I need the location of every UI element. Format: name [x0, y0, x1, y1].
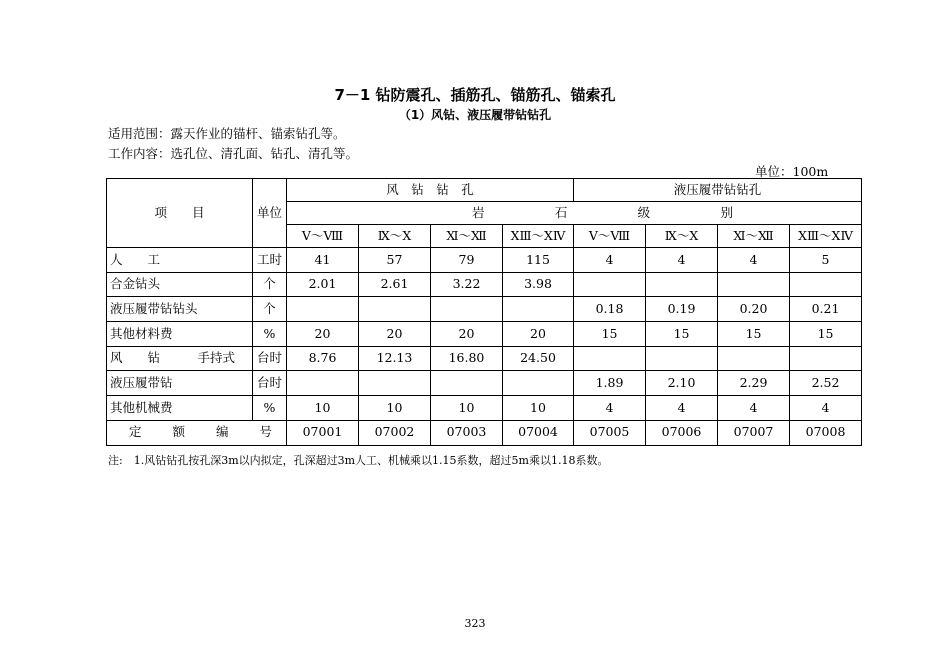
table-cell	[503, 371, 574, 396]
table-cell	[287, 371, 359, 396]
table-cell: 4	[718, 248, 790, 273]
header-unit: 单位	[253, 179, 287, 248]
table-cell: 10	[431, 396, 503, 421]
table-cell: 24.50	[503, 346, 574, 371]
table-cell: 0.19	[646, 297, 718, 322]
table-row	[107, 248, 862, 273]
row-unit: 台时	[253, 346, 287, 371]
table-cell: 4	[718, 396, 790, 421]
header-rock-grade: 岩 石 级 别	[287, 202, 862, 225]
table-cell	[359, 371, 431, 396]
table-cell: 4	[646, 248, 718, 273]
table-cell: 2.29	[718, 371, 790, 396]
row-unit: 工时	[253, 248, 287, 273]
table-cell	[503, 297, 574, 322]
table-cell: 20	[503, 322, 574, 347]
page-title: 7－1 钻防震孔、插筋孔、锚筋孔、锚索孔	[334, 86, 616, 104]
table-cell	[646, 272, 718, 297]
quota-code: 07005	[574, 420, 646, 445]
row-label: 人 工	[107, 248, 253, 273]
page-number: 323	[464, 617, 486, 630]
header-group-hydraulic-drill: 液压履带钻钻孔	[574, 179, 862, 202]
header-item: 项 目	[107, 179, 253, 248]
table-cell: 15	[574, 322, 646, 347]
table-cell: 4	[790, 396, 862, 421]
row-label: 合金钻头	[107, 272, 253, 297]
table-cell	[790, 346, 862, 371]
row-unit: %	[253, 322, 287, 347]
header-grade: ⅩⅢ～ⅩⅣ	[790, 225, 862, 248]
table-cell	[359, 297, 431, 322]
table-row	[107, 272, 862, 297]
row-label: 其他材料费	[107, 322, 253, 347]
table-cell: 0.18	[574, 297, 646, 322]
quota-code: 07001	[287, 420, 359, 445]
header-grade: Ⅴ～Ⅷ	[287, 225, 359, 248]
table-cell: 0.21	[790, 297, 862, 322]
table-cell: 10	[287, 396, 359, 421]
table-cell	[790, 272, 862, 297]
table-cell: 16.80	[431, 346, 503, 371]
table-cell: 20	[359, 322, 431, 347]
table-cell: 20	[287, 322, 359, 347]
table-cell: 4	[646, 396, 718, 421]
table-cell: 3.98	[503, 272, 574, 297]
table-cell	[431, 371, 503, 396]
row-label: 液压履带钻	[107, 371, 253, 396]
table-cell	[574, 346, 646, 371]
work-content-text: 工作内容：选孔位、清孔面、钻孔、清孔等。	[108, 146, 359, 161]
table-cell: 15	[718, 322, 790, 347]
footnote: 注: 1.风钻钻孔按孔深3m以内拟定，孔深超过3m人工、机械乘以1.15系数，超过5m乘以1.18系数。	[108, 454, 609, 467]
table-cell	[718, 272, 790, 297]
table-row	[107, 322, 862, 347]
table-cell: 20	[431, 322, 503, 347]
header-grade: Ⅴ～Ⅷ	[574, 225, 646, 248]
section-subtitle: （1）风钻、液压履带钻钻孔	[398, 108, 552, 122]
table-cell: 41	[287, 248, 359, 273]
table-cell: 15	[790, 322, 862, 347]
table-cell: 10	[503, 396, 574, 421]
table-cell: 4	[574, 396, 646, 421]
quota-code: 07003	[431, 420, 503, 445]
quota-code-label: 定 额 编 号	[107, 420, 287, 445]
header-group-air-drill: 风 钻 钻 孔	[287, 179, 574, 202]
table-cell: 10	[359, 396, 431, 421]
row-unit: 个	[253, 297, 287, 322]
header-grade: Ⅸ～Ⅹ	[359, 225, 431, 248]
table-cell: 2.10	[646, 371, 718, 396]
table-cell	[431, 297, 503, 322]
quota-table	[106, 178, 862, 446]
header-grade: ⅩⅢ～ⅩⅣ	[503, 225, 574, 248]
table-cell: 15	[646, 322, 718, 347]
quota-code: 07004	[503, 420, 574, 445]
row-unit: %	[253, 396, 287, 421]
table-cell: 1.89	[574, 371, 646, 396]
table-cell: 2.52	[790, 371, 862, 396]
table-cell: 57	[359, 248, 431, 273]
table-row	[107, 346, 862, 371]
header-grade: Ⅸ～Ⅹ	[646, 225, 718, 248]
table-cell: 3.22	[431, 272, 503, 297]
table-cell: 79	[431, 248, 503, 273]
unit-label: 单位：100m	[755, 164, 829, 179]
row-unit: 个	[253, 272, 287, 297]
table-row	[107, 297, 862, 322]
header-grade: Ⅺ～Ⅻ	[431, 225, 503, 248]
row-label: 风 钻 手持式	[107, 346, 253, 371]
quota-code: 07007	[718, 420, 790, 445]
table-cell	[574, 272, 646, 297]
quota-code: 07006	[646, 420, 718, 445]
quota-code: 07008	[790, 420, 862, 445]
table-cell: 12.13	[359, 346, 431, 371]
row-label: 其他机械费	[107, 396, 253, 421]
table-cell: 2.01	[287, 272, 359, 297]
header-grade: Ⅺ～Ⅻ	[718, 225, 790, 248]
scope-text: 适用范围：露天作业的锚杆、锚索钻孔等。	[108, 126, 346, 141]
table-cell: 5	[790, 248, 862, 273]
row-unit: 台时	[253, 371, 287, 396]
table-cell	[718, 346, 790, 371]
quota-code: 07002	[359, 420, 431, 445]
table-cell	[646, 346, 718, 371]
table-row	[107, 371, 862, 396]
table-cell: 115	[503, 248, 574, 273]
table-cell: 4	[574, 248, 646, 273]
table-cell: 8.76	[287, 346, 359, 371]
row-label: 液压履带钻钻头	[107, 297, 253, 322]
quota-code-row	[107, 420, 862, 445]
table-cell: 2.61	[359, 272, 431, 297]
table-cell	[287, 297, 359, 322]
table-row	[107, 396, 862, 421]
table-cell: 0.20	[718, 297, 790, 322]
